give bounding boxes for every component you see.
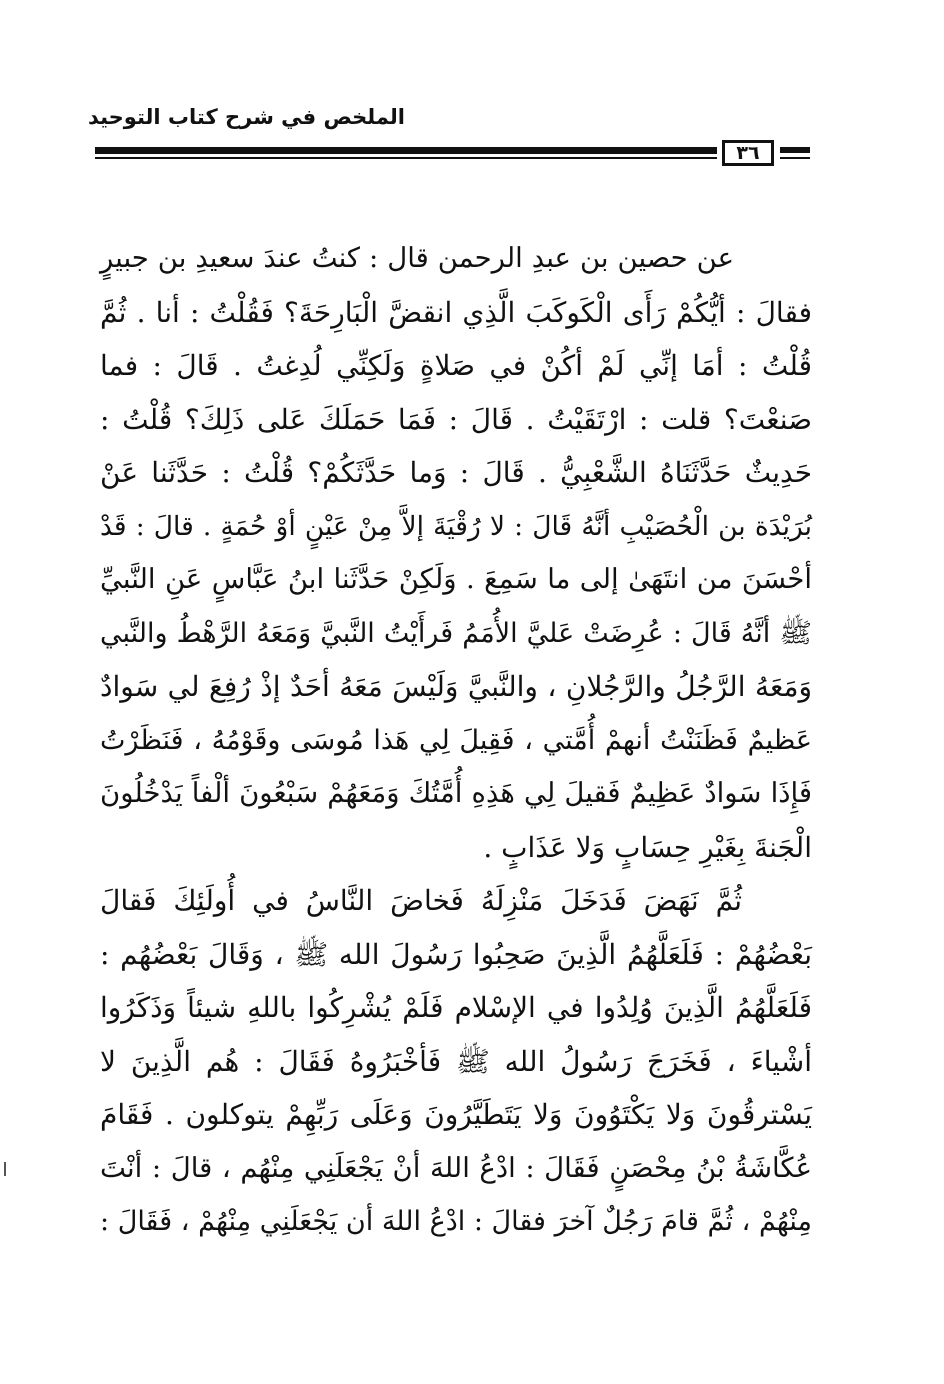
text-line: بَعْضُهُمْ : فَلَعَلَّهُمُ الَّذِينَ صَحِبُوا رَسُولَ الله ﷺ ، وَقَالَ بَعْضُهُم : — [100, 937, 812, 971]
text-line: عُكَّاشَةُ بْنُ مِحْصَنٍ فَقَالَ : ادْعُ اللهَ أنْ يَجْعَلَنِي مِنْهُم ، قالَ : أنْتَ — [100, 1151, 812, 1184]
text-line: أحْسَنَ من انتَهَىٰ إلى ما سَمِعَ . وَلَكِنْ حَدَّثَنا ابنُ عَبَّاسٍ عَنِ النَّبيِّ — [100, 563, 812, 595]
text-line: حَدِيثٌ حَدَّثَنَاهُ الشَّعْبِيُّ . قَالَ : وَما حَدَّثَكُمْ؟ قُلْتُ : حَدَّثَنا عَنْ — [100, 456, 812, 489]
text-line: ﷺ أنَّهُ قَالَ : عُرِضَتْ عَليَّ الأُمَمُ فَرأَيْتُ النَّبيَّ وَمَعَهُ الرَّهْطُ والنَّبي — [100, 617, 812, 649]
header-rule-right-thick — [780, 147, 810, 153]
header-rule-right-thin — [780, 157, 810, 159]
text-line: صَنعْتَ؟ قلت : ارْتَقَيْتُ . قَالَ : فَمَا حَمَلَكَ عَلى ذَلِكَ؟ قُلْتُ : — [100, 402, 812, 436]
text-line: أشْياءَ ، فَخَرَجَ رَسُولُ الله ﷺ فَأخْبَرُوهُ فَقَالَ : هُم الَّذِينَ لا — [100, 1044, 812, 1078]
text-line: عن حصين بن عبدِ الرحمن قال : كنتُ عندَ سعيدِ بن جبيرٍ — [100, 242, 734, 274]
text-line: فقالَ : أيُّكُمْ رَأَى الْكَوكَبَ الَّذِي انقضَّ الْبَارِحَةَ؟ فَقُلْتُ : أنا . ثُمَّ — [100, 295, 812, 329]
text-line: فَإِذَا سَوادٌ عَظِيمٌ فَقيلَ لِي هَذِهِ أُمَّتُكَ وَمَعَهُمْ سَبْعُونَ ألْفاً يَدْخُلُونَ — [100, 777, 812, 809]
text-line: الْجَنةَ بِغَيْرِ حِسَابٍ وَلا عَذَابٍ . — [483, 830, 812, 864]
text-line: مِنْهُمْ ، ثُمَّ قامَ رَجُلٌ آخرَ فقالَ : ادْعُ اللهَ أن يَجْعَلَنِي مِنْهُمْ ، فَقَالَ : — [100, 1206, 812, 1237]
text-line: قُلْتُ : أمَا إنِّي لَمْ أكُنْ في صَلاةٍ وَلَكِنِّي لُدِغتُ . قَالَ : فما — [100, 349, 812, 382]
text-line: ثُمَّ نَهَضَ فَدَخَلَ مَنْزِلَهُ فَخاضَ النَّاسُ في أُولَئِكَ فَقالَ — [100, 884, 742, 917]
margin-mark — [4, 1162, 6, 1176]
text-line: فَلَعَلَّهُمُ الَّذِينَ وُلِدُوا في الإسْلام فَلَمْ يُشْرِكُوا باللهِ شيئاً وَذَكَرُوا — [100, 991, 812, 1024]
text-line: بُرَيْدَة بن الْحُصَيْبِ أنَّهُ قَالَ : لا رُقْيَةَ إلاَّ مِنْ عَيْنٍ أوْ حُمَةٍ . قالَ : قَدْ — [100, 510, 812, 542]
text-line: وَمَعَهُ الرَّجُلُ والرَّجُلانِ ، والنَّبيَّ وَلَيْسَ مَعَهُ أحَدٌ إذْ رُفِعَ لي سَوادٌ — [100, 670, 812, 703]
running-title: الملخص في شرح كتاب التوحيد — [87, 105, 405, 129]
body-text — [100, 232, 812, 1249]
text-line: يَسْترقُونَ وَلا يَكْتَوُونَ وَلا يَتَطَيَّرُونَ وَعَلَى رَبِّهِمْ يتوكلون . فَقَامَ — [100, 1098, 812, 1131]
header-rule-thick — [95, 147, 717, 154]
page-number: ٣٦ — [722, 140, 774, 166]
text-line: عَظيمٌ فَظَنَنْتُ أنهمْ أُمَّتي ، فَقِيلَ لِي هَذا مُوسَى وقَوْمُهُ ، فَنَظَرْتُ — [100, 724, 812, 756]
header-rule-thin — [95, 157, 717, 159]
